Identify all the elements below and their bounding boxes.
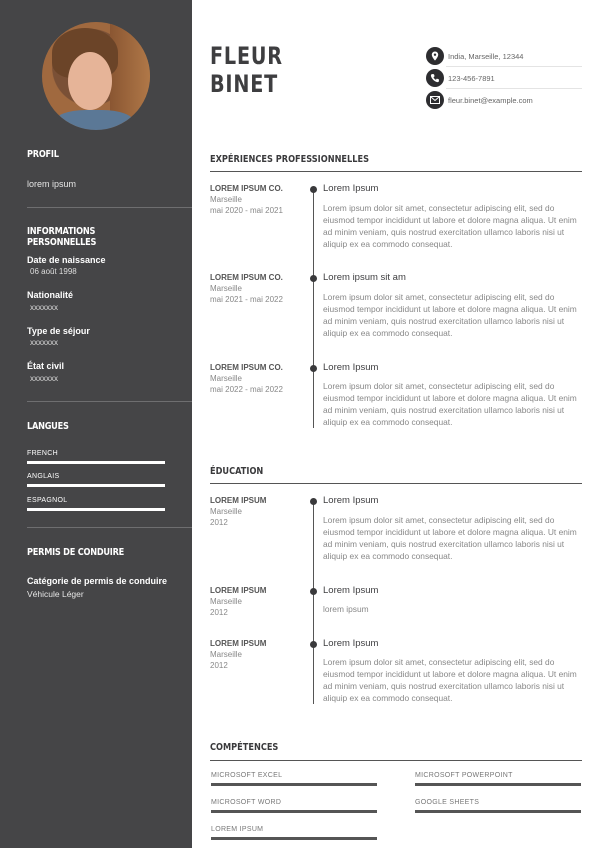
language-french: FRENCH: [27, 450, 58, 457]
company-name: LOREM IPSUM CO.: [210, 363, 283, 372]
timeline-dot: [310, 365, 317, 372]
section-divider: [210, 171, 582, 172]
residence-type-value: xxxxxxx: [30, 338, 58, 347]
language-level-bar: [27, 508, 165, 511]
school-name: LOREM IPSUM: [210, 586, 267, 595]
school-year: 2012: [210, 608, 228, 617]
section-divider: [210, 483, 582, 484]
profile-heading: PROFIL: [27, 149, 59, 160]
school-year: 2012: [210, 518, 228, 527]
degree-title: Lorem Ipsum: [323, 585, 379, 596]
skill-label: GOOGLE SHEETS: [415, 799, 480, 806]
experience-timeline: [313, 188, 314, 428]
job-description: Lorem ipsum dolor sit amet, consectetur adipiscing elit, sed do eiusmod tempor incididunt ut labore et dolore magna aliqua. Ut enim ad minim veniam, quis nostrud exercitation ullamco laboris nisi ut aliquip ex ea commodo consequat.: [323, 292, 577, 338]
divider: [27, 401, 192, 402]
sidebar: [0, 0, 192, 848]
section-divider: [210, 760, 582, 761]
job-description: Lorem ipsum dolor sit amet, consectetur adipiscing elit, sed do eiusmod tempor incididunt ut labore et dolore magna aliqua. Ut enim ad minim veniam, quis nostrud exercitation ullamco laboris nisi ut aliquip ex ea commodo consequat.: [323, 203, 577, 249]
birthdate-value: 06 août 1998: [30, 267, 77, 276]
nationality-value: xxxxxxx: [30, 303, 58, 312]
address-text: India, Marseille, 12344: [448, 52, 524, 61]
first-name: FLEUR: [210, 42, 283, 70]
skill-level-bar: [415, 810, 581, 813]
job-dates: mai 2022 - mai 2022: [210, 385, 283, 394]
language-english: ANGLAIS: [27, 473, 60, 480]
job-dates: mai 2021 - mai 2022: [210, 295, 283, 304]
language-level-bar: [27, 461, 165, 464]
divider: [27, 207, 192, 208]
timeline-dot: [310, 498, 317, 505]
license-value: Véhicule Léger: [27, 589, 84, 599]
divider: [446, 66, 582, 67]
degree-description: Lorem ipsum dolor sit amet, consectetur adipiscing elit, sed do eiusmod tempor incididunt ut labore et dolore magna aliqua. Ut enim ad minim veniam, quis nostrud exercitation ullamco laboris nisi ut aliquip ex ea commodo consequat.: [323, 515, 577, 561]
skill-level-bar: [211, 783, 377, 786]
license-label: Catégorie de permis de conduire: [27, 576, 168, 586]
school-city: Marseille: [210, 597, 243, 606]
skill-label: MICROSOFT POWERPOINT: [415, 772, 513, 779]
experience-heading: EXPÉRIENCES PROFESSIONNELLES: [210, 154, 370, 165]
company-city: Marseille: [210, 284, 243, 293]
skill-level-bar: [211, 837, 377, 840]
license-heading: PERMIS DE CONDUIRE: [27, 547, 125, 558]
civil-status-value: xxxxxxx: [30, 374, 58, 383]
education-timeline: [313, 500, 314, 704]
school-city: Marseille: [210, 507, 243, 516]
job-title: Lorem ipsum sit am: [323, 272, 406, 283]
birthdate-label: Date de naissance: [27, 255, 106, 265]
degree-title: Lorem Ipsum: [323, 495, 379, 506]
divider: [27, 527, 192, 528]
last-name: BINET: [210, 70, 279, 98]
job-dates: mai 2020 - mai 2021: [210, 206, 283, 215]
phone-icon: [426, 69, 444, 87]
degree-description: Lorem ipsum dolor sit amet, consectetur adipiscing elit, sed do eiusmod tempor incididunt ut labore et dolore magna aliqua. Ut enim ad minim veniam, quis nostrud exercitation ullamco laboris nisi ut aliquip ex ea commodo consequat.: [323, 657, 577, 703]
timeline-dot: [310, 588, 317, 595]
skill-level-bar: [211, 810, 377, 813]
job-title: Lorem Ipsum: [323, 362, 379, 373]
phone-text: 123-456-7891: [448, 74, 495, 83]
language-spanish: ESPAGNOL: [27, 497, 68, 504]
skill-level-bar: [415, 783, 581, 786]
degree-description: lorem ipsum: [323, 604, 369, 614]
company-city: Marseille: [210, 374, 243, 383]
residence-type-label: Type de séjour: [27, 326, 90, 336]
profile-photo: [42, 22, 150, 130]
company-name: LOREM IPSUM CO.: [210, 184, 283, 193]
profile-text: lorem ipsum: [27, 179, 77, 189]
email-icon: [426, 91, 444, 109]
school-name: LOREM IPSUM: [210, 496, 267, 505]
nationality-label: Nationalité: [27, 290, 74, 300]
job-description: Lorem ipsum dolor sit amet, consectetur adipiscing elit, sed do eiusmod tempor incididunt ut labore et dolore magna aliqua. Ut enim ad minim veniam, quis nostrud exercitation ullamco laboris nisi ut aliquip ex ea commodo consequat.: [323, 381, 577, 427]
skill-label: LOREM IPSUM: [211, 826, 264, 833]
language-level-bar: [27, 484, 165, 487]
email-text: fleur.binet@example.com: [448, 96, 533, 105]
degree-title: Lorem Ipsum: [323, 638, 379, 649]
company-city: Marseille: [210, 195, 243, 204]
school-name: LOREM IPSUM: [210, 639, 267, 648]
timeline-dot: [310, 641, 317, 648]
civil-status-label: État civil: [27, 361, 65, 371]
timeline-dot: [310, 275, 317, 282]
skill-label: MICROSOFT WORD: [211, 799, 282, 806]
personal-info-heading: INFORMATIONS PERSONNELLES: [27, 226, 97, 248]
languages-heading: LANGUES: [27, 421, 69, 432]
skills-heading: COMPÉTENCES: [210, 742, 279, 753]
divider: [446, 88, 582, 89]
job-title: Lorem Ipsum: [323, 183, 379, 194]
skill-label: MICROSOFT EXCEL: [211, 772, 283, 779]
school-year: 2012: [210, 661, 228, 670]
location-icon: [426, 47, 444, 65]
education-heading: ÉDUCATION: [210, 466, 264, 477]
company-name: LOREM IPSUM CO.: [210, 273, 283, 282]
timeline-dot: [310, 186, 317, 193]
school-city: Marseille: [210, 650, 243, 659]
